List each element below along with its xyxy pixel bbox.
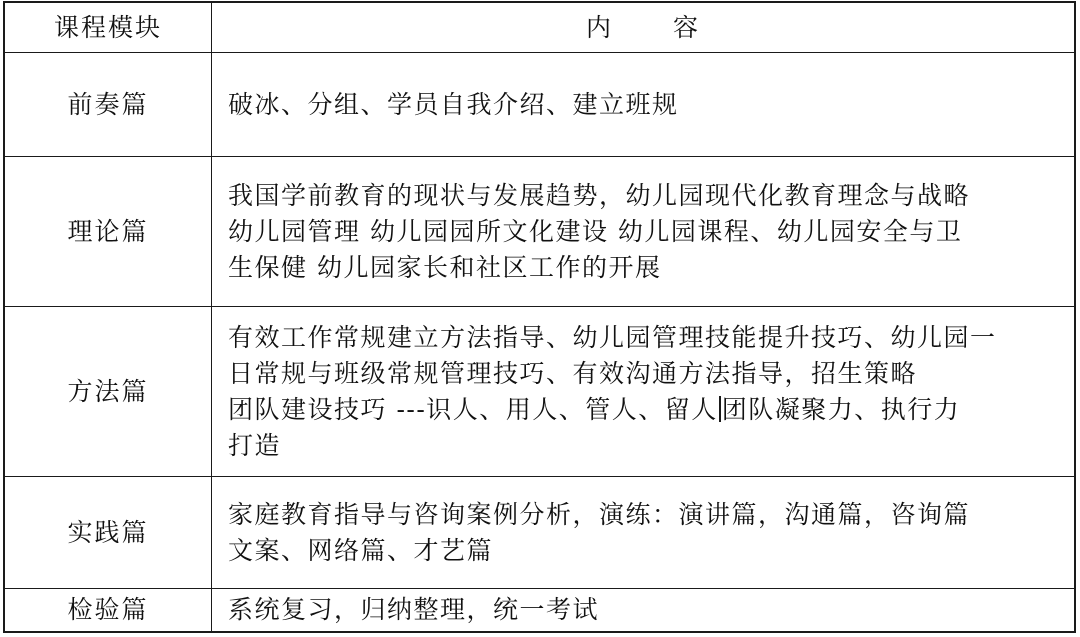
row-module-cell [5,53,212,157]
row-module-label: 检验篇 [67,595,149,624]
course-table [3,1,1076,633]
row-content-cell [212,477,1074,589]
content-line: 幼儿园管理 幼儿园园所文化建设 幼儿园课程、幼儿园安全与卫 [228,216,963,246]
content-line: 我国学前教育的现状与发展趋势，幼儿园现代化教育理念与战略 [228,180,971,210]
row-module-label: 理论篇 [67,216,149,246]
content-line: 日常规与班级常规管理技巧、有效沟通方法指导，招生策略 [228,358,918,388]
content-line: 破冰、分组、学员自我介绍、建立班规 [228,89,679,119]
row-content-cell [212,157,1074,307]
row-module-label: 方法篇 [67,376,149,406]
row-content-cell [212,589,1074,631]
row-module-cell [5,589,212,631]
row-module-label: 实践篇 [67,517,149,547]
content-line-text: 团队建设技巧 ---识人、用人、管人、留人 [228,394,718,424]
header-content-label-left: 内 [585,12,613,42]
header-content-cell [212,3,1074,53]
content-line: 文案、网络篇、才艺篇 [228,535,494,565]
header-module-label: 课程模块 [53,12,162,42]
content-line: 家庭教育指导与咨询案例分析，演练：演讲篇，沟通篇，咨询篇 [228,499,971,529]
row-module-cell [5,157,212,307]
content-line: 生保健 幼儿园家长和社区工作的开展 [228,252,662,282]
header-module-cell [5,3,212,53]
content-line-with-cursor [228,392,1066,428]
content-line: 打造 [228,430,282,460]
row-content-cell [212,307,1074,477]
row-module-cell [5,477,212,589]
row-module-label: 前奏篇 [67,89,149,119]
row-module-cell [5,307,212,477]
header-content-label-right: 容 [673,12,701,42]
content-line: 有效工作常规建立方法指导、幼儿园管理技能提升技巧、幼儿园一 [228,322,997,352]
content-line: 系统复习，归纳整理，统一考试 [228,595,600,624]
content-line-text: 团队凝聚力、执行力 [721,394,961,424]
text-cursor-icon [719,396,721,422]
row-content-cell [212,53,1074,157]
